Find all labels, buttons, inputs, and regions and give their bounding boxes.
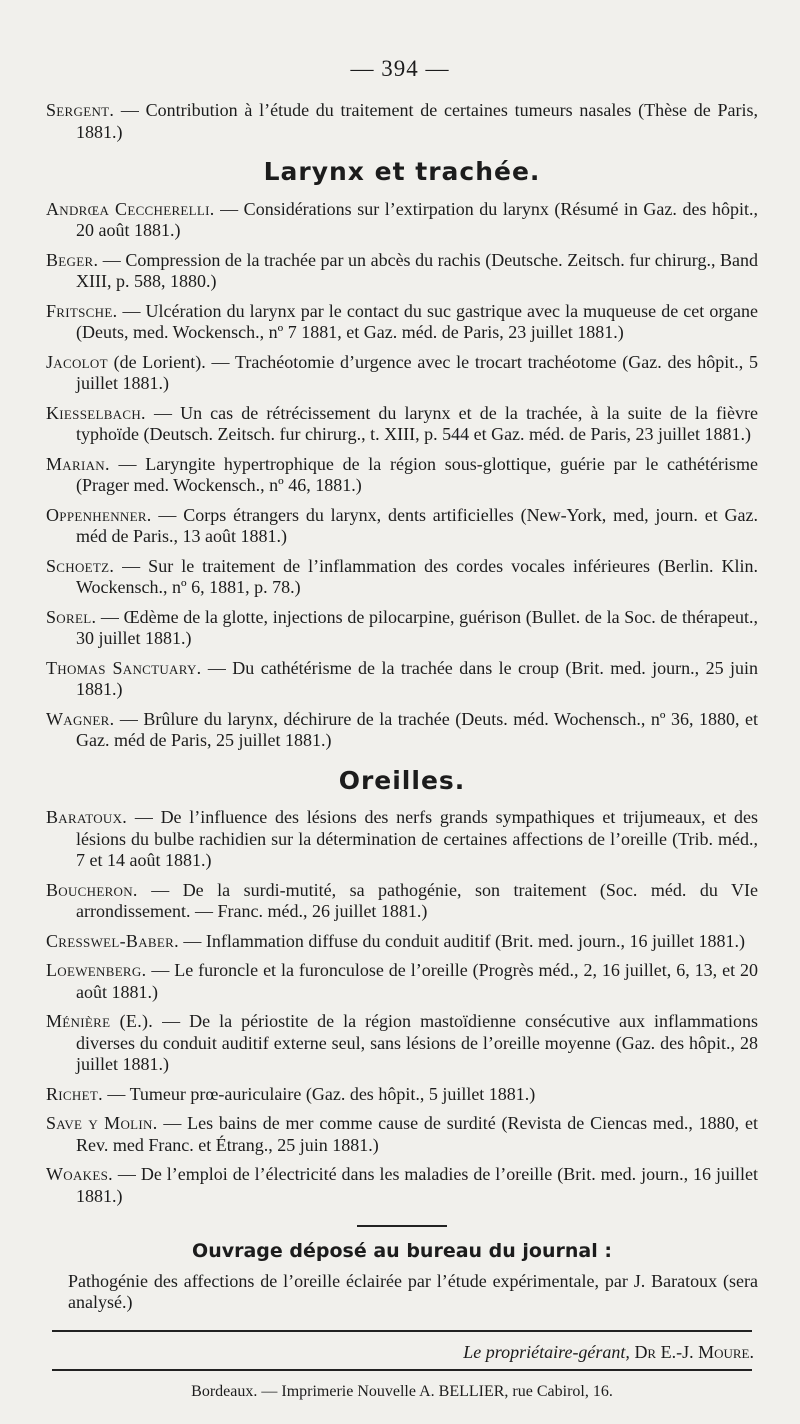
bibliography-entry bbox=[46, 352, 758, 395]
entry-author: Jacolot bbox=[46, 351, 108, 372]
bibliography-entry bbox=[46, 1011, 758, 1076]
bibliography-entry bbox=[46, 1113, 758, 1156]
entry-text: — Brûlure du larynx, déchirure de la trachée (Deuts. méd. Wochensch., nº 36, 1880, et Gaz. méd de Paris, 25 juillet 1881.) bbox=[76, 708, 758, 750]
entry-text: — Considérations sur l’extirpation du larynx (Résumé in Gaz. des hôpit., 20 août 1881.) bbox=[76, 198, 759, 240]
notice-block bbox=[46, 1241, 758, 1314]
entry-text: — De la périostite de la région mastoïdienne consécutive aux inflammations diverses du conduit auditif externe seul, sans lésions de l’oreille moyenne (Gaz. des hôpit., 28 juillet 1881.) bbox=[76, 1011, 758, 1074]
entry-text: — Laryngite hypertrophique de la région sous-glottique, guérie par le cathétérisme (Prager med. Wockensch., nº 46, 1881.) bbox=[76, 453, 758, 495]
entry-author: Richet. bbox=[46, 1083, 103, 1104]
entry-text: — Les bains de mer comme cause de surdité (Revista de Ciencas med., 1880, et Rev. med Franc. et Étrang., 25 juin 1881.) bbox=[76, 1113, 758, 1155]
signature bbox=[46, 1342, 754, 1364]
entry-text: — Le furoncle et la furonculose de l’oreille (Progrès méd., 2, 16 juillet, 6, 13, et 20 août 1881.) bbox=[76, 960, 758, 1002]
signature-top-rule bbox=[52, 1330, 752, 1332]
entry-text: (de Lorient). — Trachéotomie d’urgence avec le trocart trachéotome (Gaz. des hôpit., 5 juillet 1881.) bbox=[76, 351, 758, 393]
bibliography-entry bbox=[46, 199, 758, 242]
entry-text: — De l’emploi de l’électricité dans les maladies de l’oreille (Brit. med. journ., 16 juillet 1881.) bbox=[76, 1164, 758, 1206]
entry-author: Ménière (E.). bbox=[46, 1011, 154, 1031]
bibliography-entry bbox=[46, 505, 758, 548]
bibliography-entry bbox=[46, 250, 758, 293]
printer-imprint: Bordeaux. — Imprimerie Nouvelle A. BELLIER, rue Cabirol, 16. bbox=[191, 1383, 613, 1400]
bibliography-entry bbox=[46, 403, 758, 446]
entry-author: Boucheron. bbox=[46, 879, 138, 900]
notice-title: Ouvrage déposé au bureau du journal : bbox=[192, 1240, 612, 1262]
entry-author: Kiesselbach. bbox=[46, 402, 146, 423]
entry-author: Baratoux. bbox=[46, 807, 128, 827]
section-oreilles bbox=[46, 765, 758, 1208]
bibliography-entry bbox=[46, 960, 758, 1003]
entry-author: Woakes. bbox=[46, 1164, 113, 1184]
page-number: — 394 — bbox=[350, 56, 450, 81]
section-title: Larynx et trachée. bbox=[263, 157, 541, 186]
bibliography-entry bbox=[46, 100, 758, 143]
entry-text: — Du cathétérisme de la trachée dans le croup (Brit. med. journ., 25 juin 1881.) bbox=[76, 657, 758, 699]
entry-author: Save y Molin. bbox=[46, 1113, 158, 1133]
bibliography-entry bbox=[46, 807, 758, 872]
entry-text: — Ulcération du larynx par le contact du suc gastrique avec la muqueuse de cet organe (Deuts, med. Wockensch., nº 7 1881, et Gaz. méd. de Paris, 23 juillet 1881.) bbox=[76, 300, 758, 342]
signature-name: Dr E.-J. Moure. bbox=[629, 1341, 754, 1362]
bibliography-entry bbox=[46, 454, 758, 497]
bibliography-entry bbox=[46, 301, 758, 344]
entry-author: Sergent. bbox=[46, 100, 115, 120]
notice-text: Pathogénie des affections de l’oreille éclairée par l’étude expérimentale, par J. Baratoux (sera analysé.) bbox=[68, 1270, 758, 1312]
bibliography-entry bbox=[46, 658, 758, 701]
entry-author: Marian. bbox=[46, 453, 110, 474]
bibliography-entry bbox=[46, 1164, 758, 1207]
entry-text: — De l’influence des lésions des nerfs grands sympathiques et trijumeaux, et des lésions du bulbe rachidien sur la détermination de certaines affections de l’oreille (Trib. méd., 7 et 14 août 1881.) bbox=[76, 807, 758, 870]
entry-author: Cresswel-Baber. bbox=[46, 930, 179, 951]
entry-text: — Inflammation diffuse du conduit auditif (Brit. med. journ., 16 juillet 1881.) bbox=[178, 930, 745, 951]
entry-text: — Corps étrangers du larynx, dents artificielles (New-York, med, journ. et Gaz. méd de Paris., 13 août 1881.) bbox=[76, 504, 758, 546]
entry-author: Beger. bbox=[46, 249, 99, 270]
entry-author: Fritsche. bbox=[46, 300, 118, 321]
bibliography-entry bbox=[46, 556, 758, 599]
entry-author: Andrœa Ceccherelli. bbox=[46, 198, 215, 219]
entry-text: — Un cas de rétrécissement du larynx et de la trachée, à la suite de la fièvre typhoïde (Deutsch. Zeitsch. fur chirurg., t. XIII, p. 544 et Gaz. méd. de Paris, 23 juillet 1881.) bbox=[76, 402, 758, 444]
page-content bbox=[46, 100, 758, 1403]
entry-author: Schoetz. bbox=[46, 555, 115, 576]
bibliography-entry bbox=[46, 1084, 758, 1106]
entry-author: Thomas Sanctuary. bbox=[46, 657, 202, 678]
bibliography-entry bbox=[46, 880, 758, 923]
entry-text: — Sur le traitement de l’inflammation des cordes vocales inférieures (Berlin. Klin. Wockensch., nº 6, 1881, p. 78.) bbox=[76, 555, 758, 597]
entry-author: Sorel. bbox=[46, 606, 97, 627]
entry-author: Loewenberg. bbox=[46, 960, 147, 980]
bibliography-entry bbox=[46, 709, 758, 752]
entry-text: — Tumeur prœ-auriculaire (Gaz. des hôpit., 5 juillet 1881.) bbox=[102, 1083, 536, 1104]
entry-author: Oppenhenner. bbox=[46, 504, 152, 525]
entry-text: — Œdème de la glotte, injections de pilocarpine, guérison (Bullet. de la Soc. de thérapeut., 30 juillet 1881.) bbox=[76, 606, 758, 648]
section-larynx bbox=[46, 157, 759, 752]
entry-author: Wagner. bbox=[46, 708, 115, 729]
entry-text: — De la surdi-mutité, sa pathogénie, son traitement (Soc. méd. du VIe arrondissement. — Franc. méd., 26 juillet 1881.) bbox=[76, 879, 758, 921]
entry-text: — Compression de la trachée par un abcès du rachis (Deutsche. Zeitsch. fur chirurg., Band XIII, p. 588, 1880.) bbox=[76, 249, 758, 291]
signature-bottom-rule bbox=[52, 1369, 752, 1371]
bibliography-entry bbox=[46, 607, 758, 650]
section-title: Oreilles. bbox=[338, 765, 466, 795]
signature-role: Le propriétaire-gérant, bbox=[463, 1341, 630, 1362]
bibliography-entry bbox=[46, 931, 758, 953]
short-divider bbox=[357, 1225, 447, 1227]
entry-text: — Contribution à l’étude du traitement de certaines tumeurs nasales (Thèse de Paris, 1881.) bbox=[76, 100, 758, 142]
